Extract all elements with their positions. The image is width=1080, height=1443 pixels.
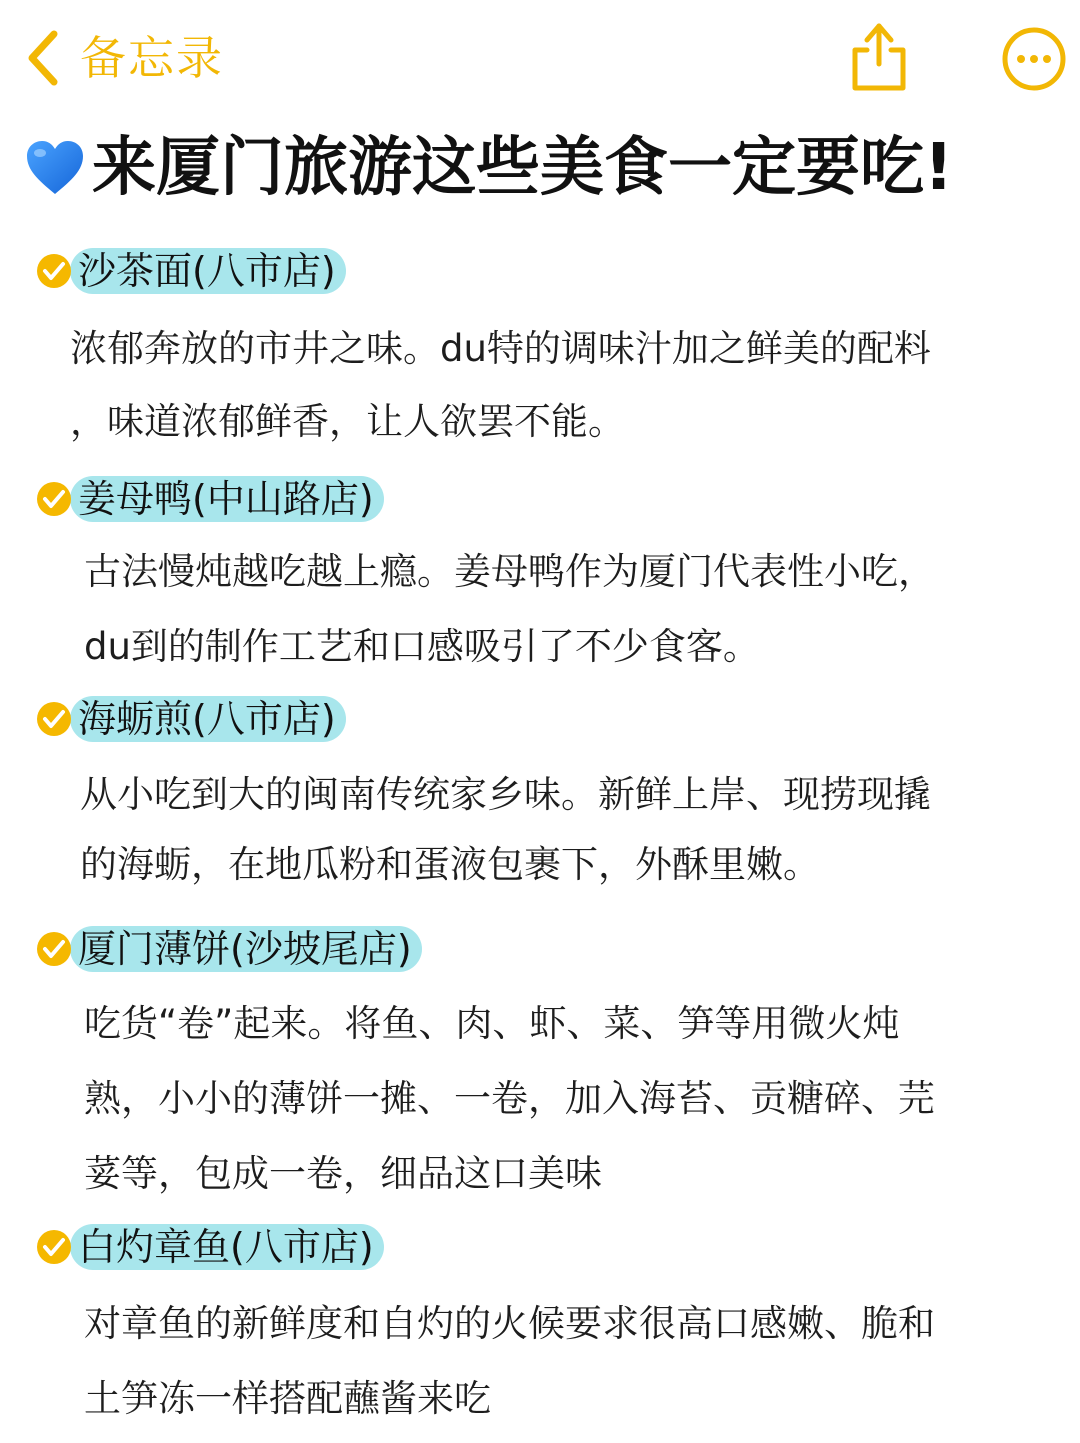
food-heading-2 — [36, 474, 384, 524]
food-heading-4 — [36, 924, 422, 974]
check-circle-icon — [36, 931, 72, 967]
more-button[interactable] — [1001, 26, 1067, 92]
paragraph-line: 吃货“卷”起来。将鱼、肉、虾、菜、笋等用微火炖 — [84, 1002, 900, 1045]
paragraph-line: 熟，小小的薄饼一摊、一卷，加入海苔、贡糖碎、芫 — [84, 1077, 935, 1120]
food-heading-3 — [36, 694, 346, 744]
paragraph-line: 对章鱼的新鲜度和自灼的火候要求很高口感嫩、脆和 — [84, 1302, 935, 1345]
back-label: 备忘录 — [80, 31, 224, 85]
paragraph-line: 荽等，包成一卷，细品这口美味 — [84, 1152, 602, 1195]
check-circle-icon — [36, 481, 72, 517]
paragraph-line: 的海蛎，在地瓜粉和蛋液包裹下，外酥里嫩。 — [80, 843, 820, 886]
check-circle-icon — [36, 701, 72, 737]
note-title-text: 来厦门旅游这些美食一定要吃! — [92, 131, 954, 205]
top-nav-bar — [0, 0, 1080, 115]
food-heading-1 — [36, 246, 346, 296]
note-title — [24, 126, 953, 210]
paragraph-line: 从小吃到大的闽南传统家乡味。新鲜上岸、现捞现撬 — [80, 773, 931, 816]
paragraph-line: 古法慢炖越吃越上瘾。姜母鸭作为厦门代表性小吃， — [84, 550, 935, 593]
food-heading-5 — [36, 1222, 384, 1272]
paragraph-line: ，味道浓郁鲜香，让人欲罢不能。 — [70, 400, 625, 443]
blue-heart-icon — [24, 138, 86, 198]
food-name-highlight: 白灼章鱼(八市店) — [70, 1224, 384, 1270]
food-name-highlight: 厦门薄饼(沙坡尾店) — [70, 926, 422, 972]
check-circle-icon — [36, 253, 72, 289]
paragraph-line: 土笋冻一样搭配蘸酱来吃 — [84, 1377, 491, 1420]
more-icon — [1001, 26, 1067, 92]
food-name-highlight: 姜母鸭(中山路店) — [70, 476, 384, 522]
paragraph-line: du到的制作工艺和口感吸引了不少食客。 — [84, 625, 760, 668]
food-name-highlight: 海蛎煎(八市店) — [70, 696, 346, 742]
check-circle-icon — [36, 1229, 72, 1265]
back-button[interactable] — [24, 26, 224, 90]
food-name-highlight: 沙茶面(八市店) — [70, 248, 346, 294]
share-button[interactable] — [845, 18, 913, 94]
paragraph-line: 浓郁奔放的市井之味。du特的调味汁加之鲜美的配料 — [70, 327, 931, 370]
share-icon — [845, 18, 913, 94]
chevron-left-icon — [24, 28, 60, 88]
